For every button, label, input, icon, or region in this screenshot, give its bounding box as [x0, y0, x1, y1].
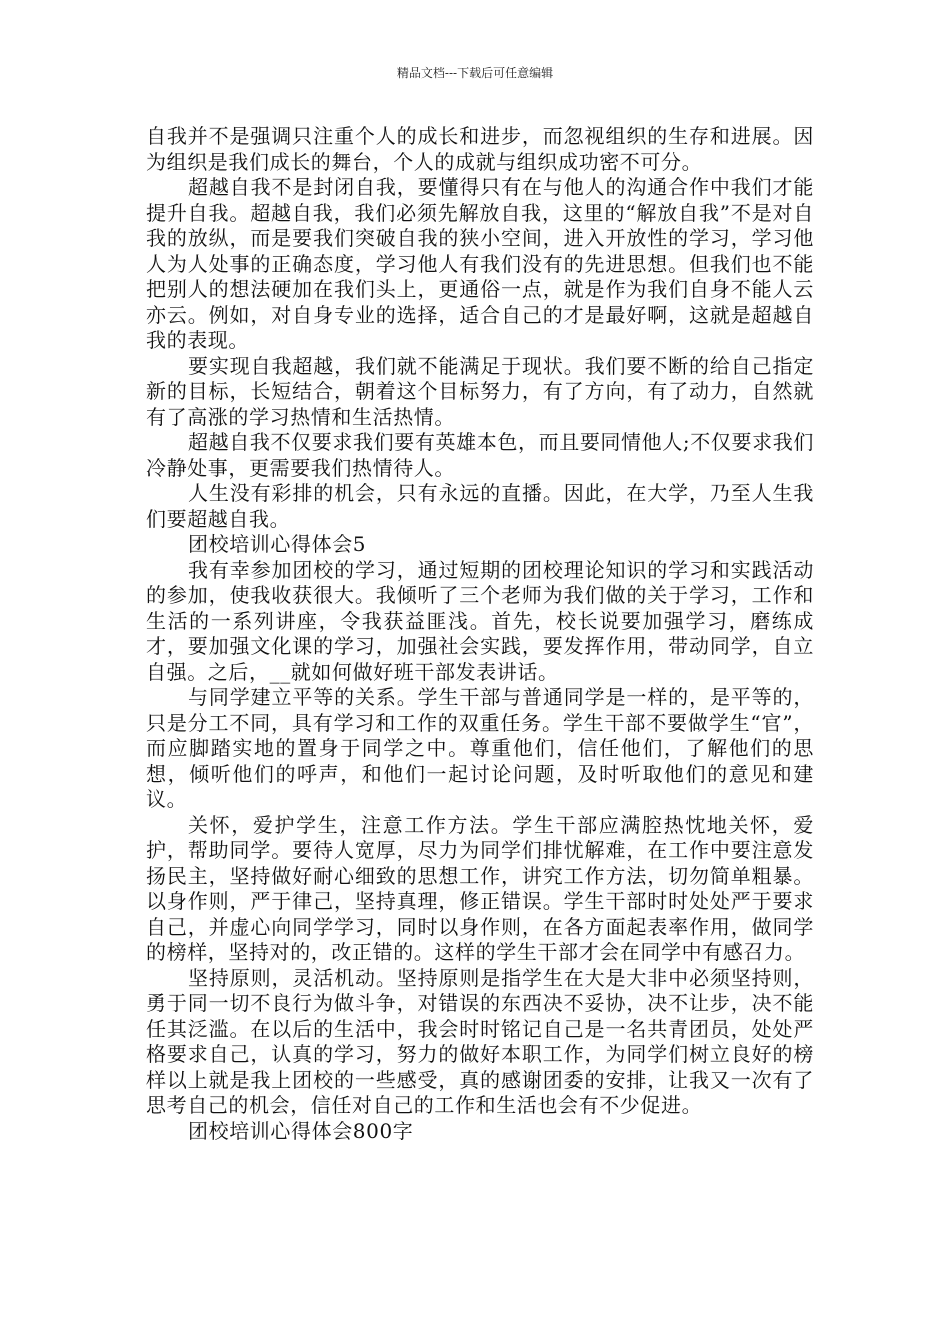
paragraph-1: 自我并不是强调只注重个人的成长和进步，而忽视组织的生存和进展。因为组织是我们成长的舞台，个人的成就与组织成功密不可分。 — [146, 124, 814, 174]
paragraph-2: 超越自我不是封闭自我，要懂得只有在与他人的沟通合作中我们才能提升自我。超越自我，我们必须先解放自我，这里的“解放自我”不是对自我的放纵，而是要我们突破自我的狭小空间，进入开放性的学习，学习他人为人处事的正确态度，学习他人有我们没有的先进思想。但我们也不能把别人的想法硬加在我们头上，更通俗一点，就是作为我们自身不能人云亦云。例如，对自身专业的选择，适合自己的才是最好啊，这就是超越自我的表现。 — [146, 175, 814, 352]
paragraph-9: 坚持原则，灵活机动。坚持原则是指学生在大是大非中必须坚持则，勇于同一切不良行为做斗争，对错误的东西决不妥协，决不让步，决不能任其泛滥。在以后的生活中，我会时时铭记自己是一名共青团员，处处严格要求自己，认真的学习，努力的做好本职工作，为同学们树立良好的榜样以上就是我上团校的一些感受，真的感谢团委的安排，让我又一次有了思考自己的机会，信任对自己的工作和生活也会有不少促进。 — [146, 965, 814, 1117]
document-body — [146, 124, 814, 1144]
paragraph-4: 超越自我不仅要求我们要有英雄本色，而且要同情他人;不仅要求我们冷静处事，更需要我们热情待人。 — [146, 430, 814, 480]
paragraph-3: 要实现自我超越，我们就不能满足于现状。我们要不断的给自己指定新的目标，长短结合，朝着这个目标努力，有了方向，有了动力，自然就有了高涨的学习热情和生活热情。 — [146, 353, 814, 429]
page-header: 精品文档---下载后可任意编辑 — [396, 66, 554, 80]
paragraph-5: 人生没有彩排的机会，只有永远的直播。因此，在大学，乃至人生我们要超越自我。 — [146, 481, 814, 531]
paragraph-8: 关怀，爱护学生，注意工作方法。学生干部应满腔热忱地关怀，爱护，帮助同学。要待人宽厚，尽力为同学们排忧解难，在工作中要注意发扬民主，坚持做好耐心细致的思想工作，讲究工作方法，切勿简单粗暴。以身作则，严于律己，坚持真理，修正错误。学生干部时时处处严于要求自己，并虚心向同学学习，同时以身作则，在各方面起表率作用，做同学的榜样，坚持对的，改正错的。这样的学生干部才会在同学中有感召力。 — [146, 812, 814, 964]
paragraph-6: 我有幸参加团校的学习，通过短期的团校理论知识的学习和实践活动的参加，使我收获很大。我倾听了三个老师为我们做的关于学习，工作和生活的一系列讲座，令我获益匪浅。首先，校长说要加强学习，磨练成才，要加强文化课的学习，加强社会实践，要发挥作用，带动同学，自立自强。之后，__就如何做好班干部发表讲话。 — [146, 557, 814, 684]
section-heading-5: 团校培训心得体会5 — [188, 532, 367, 556]
section-heading-800: 团校培训心得体会800字 — [188, 1118, 414, 1143]
paragraph-7: 与同学建立平等的关系。学生干部与普通同学是一样的，是平等的，只是分工不同，具有学习和工作的双重任务。学生干部不要做学生“官”，而应脚踏实地的置身于同学之中。尊重他们，信任他们，了解他们的思想，倾听他们的呼声，和他们一起讨论问题，及时听取他们的意见和建议。 — [146, 685, 814, 811]
